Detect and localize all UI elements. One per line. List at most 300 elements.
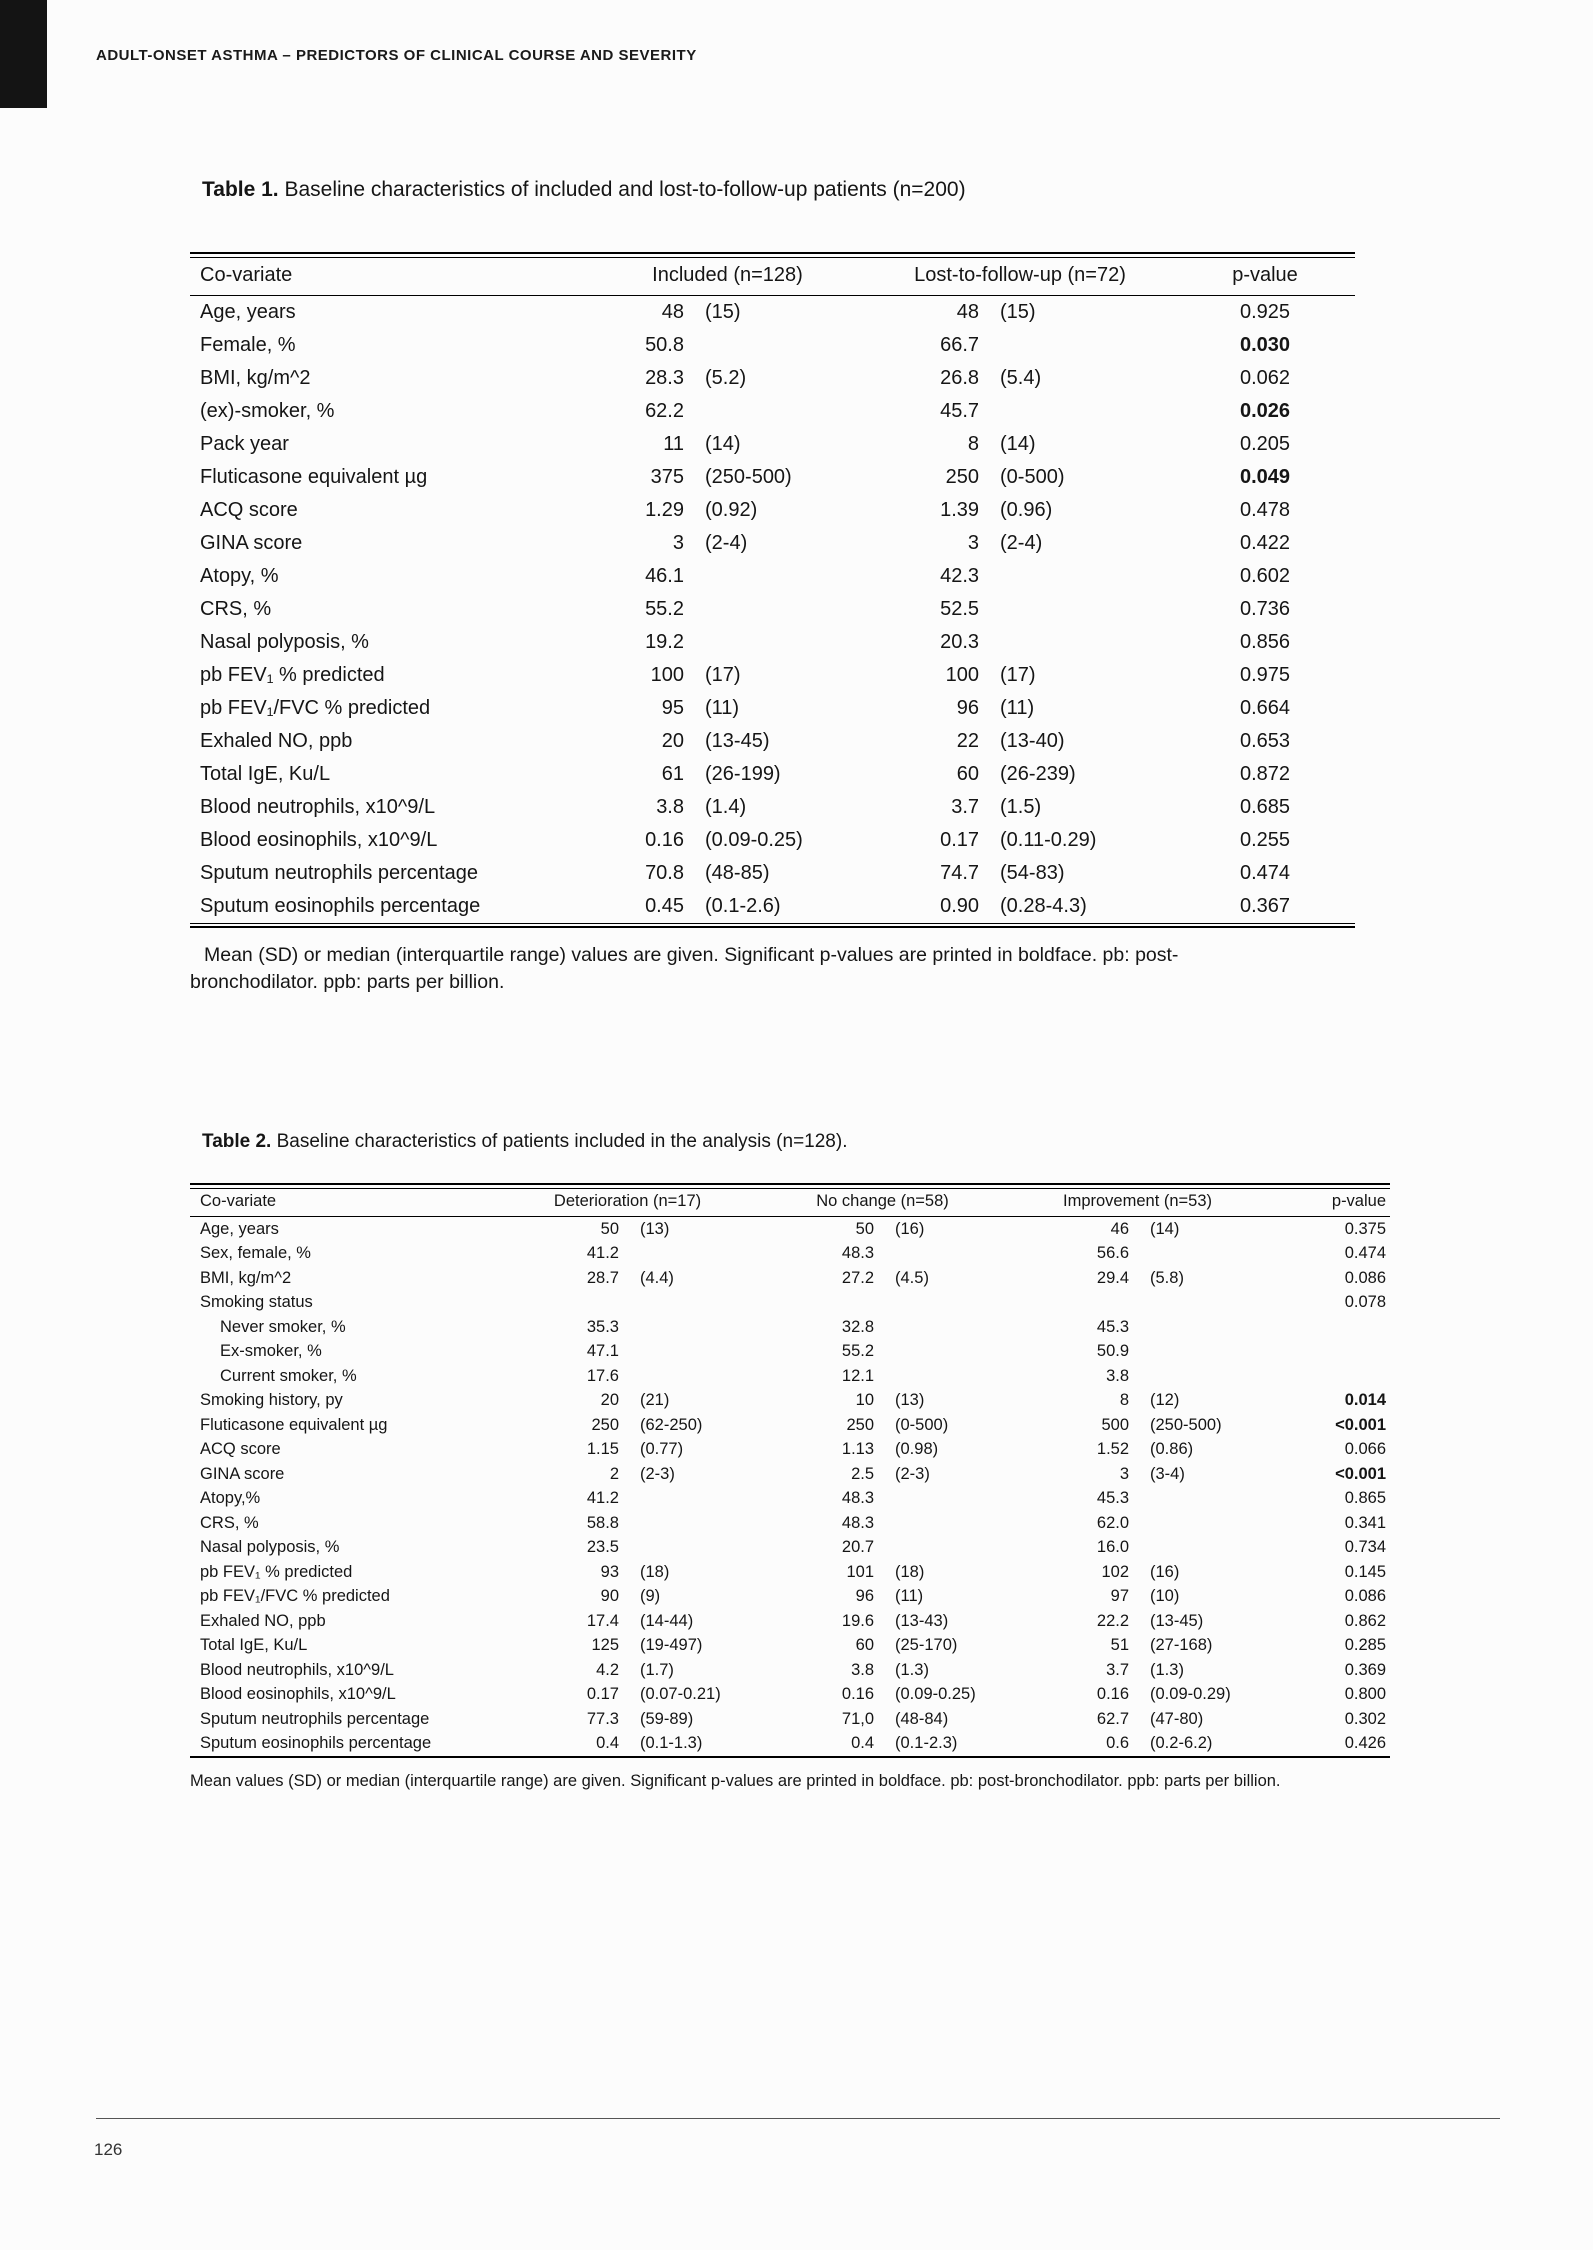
table-row [190,1315,1390,1340]
p-value-cell: <0.001 [1335,1415,1387,1434]
p-value-cell: 0.285 [1344,1636,1387,1654]
table-row [190,1731,1390,1757]
value-cell: 47.1 [586,1342,619,1360]
value-cell: 19.2 [645,630,684,653]
table1-body [190,295,1355,923]
range-cell: (0.1-2.6) [705,894,781,917]
range-cell [620,1364,755,1389]
range-cell [1130,1290,1265,1315]
table1 [190,257,1355,924]
covariate-label: Ex-smoker, % [220,1342,322,1360]
covariate-label: Sputum neutrophils percentage [200,1709,430,1728]
table-row [190,1437,1390,1462]
covariate-label: Sputum eosinophils percentage [200,1734,432,1752]
range-cell [1130,1241,1265,1266]
p-value-cell: 0.422 [1239,531,1291,554]
range-cell [1130,1535,1265,1560]
running-header: ADULT-ONSET ASTHMA – PREDICTORS OF CLINICAL COURSE AND SEVERITY [96,47,697,64]
value-cell: 95 [661,696,684,719]
p-value-cell: 0.856 [1239,630,1291,653]
table2-col-covariate: Co-variate [190,1188,500,1216]
table-row [190,1413,1390,1438]
table-row [190,527,1355,560]
table-row [190,329,1355,362]
value-cell: 50.8 [645,333,684,356]
range-cell: (0.86) [1150,1440,1194,1458]
range-cell: (48-85) [705,861,770,884]
covariate-label: Sputum neutrophils percentage [200,861,478,884]
value-cell: 8 [1119,1391,1130,1409]
range-cell: (54-83) [1000,861,1065,884]
p-value-cell: 0.872 [1239,762,1291,785]
table-row [190,758,1355,791]
p-value-cell: 0.653 [1239,729,1291,752]
value-cell: 96 [855,1587,875,1605]
covariate-label: CRS, % [200,597,272,620]
table-row [190,362,1355,395]
value-cell: 55.2 [645,597,684,620]
value-cell: 125 [591,1636,619,1654]
covariate-label: GINA score [200,531,303,554]
range-cell: (17) [705,663,741,686]
covariate-label: Blood neutrophils, x10^9/L [200,795,436,818]
covariate-label: Atopy, % [200,564,279,587]
value-cell: 2 [609,1464,619,1483]
p-value-cell: 0.145 [1344,1562,1387,1581]
range-cell [620,1315,755,1340]
table-row [190,560,1355,593]
covariate-label: Total IgE, Ku/L [200,762,331,785]
value-cell: 3.8 [851,1660,875,1679]
table-row [190,494,1355,527]
range-cell: (250-500) [1150,1415,1222,1434]
p-value-cell: 0.734 [1344,1538,1387,1556]
range-cell: (4.5) [895,1268,929,1287]
range-cell: (17) [1000,663,1036,686]
range-cell [685,329,865,362]
range-cell: (1.4) [705,795,747,818]
covariate-label: GINA score [200,1464,285,1483]
value-cell: 17.6 [586,1366,619,1385]
range-cell [1130,1364,1265,1389]
covariate-label: CRS, % [200,1513,259,1532]
p-value-cell: 0.341 [1344,1513,1387,1532]
value-cell: 60 [956,762,980,785]
covariate-label: Age, years [200,300,296,323]
range-cell: (62-250) [640,1415,703,1434]
value-cell: 66.7 [940,333,980,356]
table-row [190,395,1355,428]
value-cell: 60 [855,1636,875,1654]
table-row [190,1560,1390,1585]
value-cell: 90 [600,1587,619,1605]
range-cell: (0.92) [705,498,758,521]
range-cell: (14-44) [640,1611,694,1630]
value-cell: 48.3 [841,1489,875,1507]
covariate-label: ACQ score [200,1440,281,1458]
table1-caption-label: Table 1. [202,178,279,201]
range-cell [620,1535,755,1560]
p-value-cell: 0.862 [1344,1611,1387,1630]
table-row [190,626,1355,659]
range-cell: (2-4) [705,531,748,554]
value-cell: 35.3 [586,1317,619,1336]
table2 [190,1188,1390,1758]
range-cell: (21) [640,1391,670,1409]
range-cell: (4.4) [640,1268,674,1287]
value-cell: 19.6 [841,1611,875,1630]
table2-container [190,1183,1390,1758]
value-cell: 46 [1110,1219,1130,1238]
range-cell: (5.8) [1150,1268,1184,1287]
value-cell: 56.6 [1096,1244,1130,1262]
range-cell [685,593,865,626]
page-content [190,178,1430,1793]
value-cell: 375 [650,465,684,488]
range-cell: (25-170) [895,1636,958,1654]
value-cell: 20 [661,729,684,752]
table-row [190,725,1355,758]
value-cell: 93 [600,1562,619,1581]
value-cell: 4.2 [596,1660,619,1679]
value-cell: 12.1 [841,1366,875,1385]
p-value-cell: 0.086 [1344,1268,1387,1287]
value-cell: 0.16 [645,828,684,851]
table-row [190,1216,1390,1241]
range-cell: (1.7) [640,1660,674,1679]
table-row [190,461,1355,494]
table-row [190,1511,1390,1536]
value-cell [755,1290,875,1315]
range-cell [980,593,1175,626]
table-row [190,659,1355,692]
table2-col-pvalue: p-value [1265,1188,1390,1216]
value-cell: 1.52 [1096,1440,1130,1458]
value-cell: 62.2 [645,399,684,422]
value-cell: 48.3 [841,1244,875,1262]
range-cell [875,1290,1010,1315]
range-cell: (2-3) [895,1464,930,1483]
p-value-cell: 0.086 [1344,1587,1387,1605]
value-cell: 3.7 [951,795,980,818]
value-cell: 3.8 [1106,1366,1130,1385]
range-cell: (0.07-0.21) [640,1685,721,1703]
covariate-label: Sex, female, % [200,1244,311,1262]
value-cell: 11 [663,432,684,455]
p-value-cell: 0.205 [1239,432,1291,455]
value-cell: 17.4 [586,1611,619,1630]
range-cell [620,1241,755,1266]
range-cell [875,1511,1010,1536]
covariate-label: BMI, kg/m^2 [200,1268,292,1287]
range-cell [620,1339,755,1364]
p-value-cell: 0.255 [1239,828,1291,851]
p-value-cell: 0.975 [1239,663,1291,686]
p-value-cell: 0.375 [1344,1219,1387,1238]
p-value-cell: 0.078 [1344,1293,1387,1311]
table-row [190,692,1355,725]
range-cell [1130,1511,1265,1536]
range-cell [875,1535,1010,1560]
table-row [190,1682,1390,1707]
value-cell: 2.5 [851,1464,875,1483]
p-value-cell: 0.066 [1344,1440,1387,1458]
covariate-label: Total IgE, Ku/L [200,1636,308,1654]
range-cell: (18) [640,1562,670,1581]
covariate-label: ACQ score [200,498,298,521]
range-cell [875,1241,1010,1266]
range-cell [685,395,865,428]
value-cell: 74.7 [940,861,980,884]
range-cell: (13-45) [1150,1611,1204,1630]
table2-caption [202,1131,1430,1153]
p-value-cell [1265,1364,1390,1389]
range-cell: (14) [1000,432,1036,455]
value-cell: 55.2 [841,1342,875,1360]
range-cell: (0-500) [895,1415,949,1434]
table-row [190,1658,1390,1683]
table-row [190,593,1355,626]
value-cell: 22.2 [1096,1611,1130,1630]
value-cell: 28.7 [586,1268,619,1287]
table1-caption-text: Baseline characteristics of included and lost-to-follow-up patients (n=200) [278,178,966,201]
table2-body [190,1216,1390,1757]
table-row [190,1462,1390,1487]
page-number: 126 [94,2140,123,2159]
range-cell [1130,1315,1265,1340]
p-value-cell: 0.478 [1239,498,1291,521]
p-value-cell: 0.474 [1344,1244,1387,1262]
range-cell: (13) [895,1391,925,1409]
p-value-cell: 0.049 [1239,465,1291,488]
value-cell: 20 [600,1391,619,1409]
table-row [190,824,1355,857]
table-row [190,1535,1390,1560]
range-cell: (0.98) [895,1440,939,1458]
table-row [190,295,1355,329]
range-cell: (0-500) [1000,465,1065,488]
p-value-cell: 0.026 [1239,399,1291,422]
covariate-label: pb FEV₁ % predicted [200,663,385,686]
covariate-label: BMI, kg/m^2 [200,366,311,389]
range-cell: (1.3) [895,1660,929,1679]
range-cell: (10) [1150,1587,1180,1605]
table1-footnote: Mean (SD) or median (interquartile range) values are given. Significant p-values are printed in boldface. pb: post-bronchodilator. ppb: parts per billion. [190,944,1179,993]
covariate-label: Smoking history, py [200,1391,343,1409]
range-cell: (19-497) [640,1636,703,1654]
covariate-label: pb FEV₁ % predicted [200,1562,353,1581]
range-cell [980,329,1175,362]
covariate-label: pb FEV₁/FVC % predicted [200,696,431,719]
covariate-label: (ex)-smoker, % [200,399,335,422]
covariate-label: Fluticasone equivalent µg [200,465,428,488]
value-cell: 0.16 [841,1685,875,1703]
value-cell: 3.8 [656,795,684,818]
table2-header-row [190,1188,1390,1216]
value-cell: 1.29 [645,498,684,521]
value-cell: 61 [661,762,684,785]
p-value-cell: 0.865 [1344,1489,1387,1507]
range-cell: (2-3) [640,1464,675,1483]
range-cell: (0.09-0.25) [895,1685,976,1703]
value-cell: 0.6 [1106,1734,1130,1752]
range-cell: (59-89) [640,1709,694,1728]
value-cell: 62.7 [1096,1709,1130,1728]
table-row [190,1266,1390,1291]
range-cell [685,626,865,659]
table-row [190,1290,1390,1315]
value-cell: 28.3 [645,366,684,389]
value-cell: 0.17 [940,828,980,851]
range-cell: (0.1-2.3) [895,1734,958,1752]
p-value-cell: 0.736 [1239,597,1291,620]
value-cell: 41.2 [586,1489,619,1507]
value-cell: 70.8 [645,861,684,884]
range-cell [685,560,865,593]
value-cell: 1.39 [940,498,980,521]
table2-caption-text: Baseline characteristics of patients included in the analysis (n=128). [271,1131,848,1152]
value-cell: 100 [945,663,980,686]
value-cell: 45.3 [1096,1489,1130,1507]
table2-col-no-change: No change (n=58) [755,1188,1010,1216]
range-cell: (250-500) [705,465,792,488]
covariate-label: Nasal polyposis, % [200,630,369,653]
covariate-label: Blood eosinophils, x10^9/L [200,1685,396,1703]
value-cell: 20.7 [841,1538,875,1556]
value-cell: 22 [956,729,980,752]
table-row [190,1609,1390,1634]
range-cell: (5.2) [705,366,747,389]
value-cell: 3 [967,531,980,554]
value-cell: 1.15 [586,1440,619,1458]
range-cell: (12) [1150,1391,1180,1409]
value-cell: 3.7 [1106,1660,1130,1679]
table-row [190,1633,1390,1658]
covariate-label: Female, % [200,333,296,356]
covariate-label: Exhaled NO, ppb [200,1611,326,1630]
value-cell: 0.16 [1096,1685,1130,1703]
table-row [190,1486,1390,1511]
value-cell: 50 [855,1219,875,1238]
chapter-tab-marker [0,0,47,108]
range-cell: (0.96) [1000,498,1053,521]
covariate-label: Blood eosinophils, x10^9/L [200,828,438,851]
range-cell [980,395,1175,428]
value-cell: 48 [661,300,684,323]
value-cell: 27.2 [841,1268,875,1287]
range-cell [620,1511,755,1536]
range-cell: (13) [640,1219,670,1238]
covariate-label: Atopy,% [200,1489,261,1507]
value-cell: 250 [945,465,980,488]
range-cell: (26-199) [705,762,781,785]
value-cell: 0.17 [586,1685,619,1703]
covariate-label: pb FEV₁/FVC % predicted [200,1587,390,1605]
value-cell: 101 [846,1562,875,1581]
table-row [190,857,1355,890]
p-value-cell [1265,1315,1390,1340]
covariate-label: Nasal polyposis, % [200,1538,340,1556]
covariate-label: Exhaled NO, ppb [200,729,353,752]
value-cell: 0.45 [645,894,684,917]
range-cell: (15) [1000,300,1036,323]
range-cell [980,626,1175,659]
range-cell [620,1290,755,1315]
range-cell: (14) [1150,1219,1180,1238]
table2-col-deterioration: Deterioration (n=17) [500,1188,755,1216]
covariate-label: Smoking status [200,1293,313,1311]
range-cell [875,1364,1010,1389]
range-cell: (11) [895,1587,924,1605]
value-cell [1010,1290,1130,1315]
value-cell: 97 [1110,1587,1130,1605]
table-row [190,1584,1390,1609]
value-cell: 62.0 [1096,1513,1130,1532]
p-value-cell: 0.474 [1239,861,1291,884]
value-cell: 50 [600,1219,619,1238]
p-value-cell: 0.062 [1239,366,1291,389]
p-value-cell: 0.664 [1239,696,1291,719]
range-cell [875,1315,1010,1340]
range-cell: (0.28-4.3) [1000,894,1087,917]
range-cell [1130,1339,1265,1364]
value-cell: 42.3 [940,564,980,587]
range-cell: (14) [705,432,741,455]
value-cell: 29.4 [1096,1268,1130,1287]
covariate-label: Pack year [200,432,289,455]
p-value-cell: 0.302 [1344,1709,1387,1728]
range-cell: (3-4) [1150,1464,1185,1483]
covariate-label: Current smoker, % [220,1366,357,1385]
range-cell [620,1486,755,1511]
range-cell: (1.5) [1000,795,1042,818]
value-cell: 500 [1101,1415,1130,1434]
table1-container [190,252,1355,928]
value-cell: 77.3 [586,1709,619,1728]
covariate-label: Never smoker, % [220,1317,346,1336]
range-cell: (9) [640,1587,661,1605]
range-cell: (16) [895,1219,925,1238]
range-cell [980,560,1175,593]
value-cell: 41.2 [586,1244,619,1262]
range-cell [875,1486,1010,1511]
range-cell: (0.09-0.25) [705,828,803,851]
value-cell: 3 [1119,1464,1130,1483]
p-value-cell: <0.001 [1335,1464,1387,1483]
range-cell: (13-43) [895,1611,949,1630]
table1-col-lost-to-follow-up: Lost-to-follow-up (n=72) [865,257,1175,295]
table-row [190,1241,1390,1266]
value-cell: 16.0 [1096,1538,1130,1556]
table-row [190,791,1355,824]
value-cell: 100 [650,663,684,686]
table-row [190,1364,1390,1389]
range-cell: (16) [1150,1562,1180,1581]
value-cell: 250 [591,1415,619,1434]
range-cell [1130,1486,1265,1511]
range-cell: (15) [705,300,741,323]
range-cell: (0.09-0.29) [1150,1685,1231,1703]
value-cell: 8 [967,432,980,455]
value-cell: 50.9 [1096,1342,1130,1360]
table-row [190,1388,1390,1413]
p-value-cell: 0.369 [1344,1660,1387,1679]
range-cell: (13-40) [1000,729,1065,752]
value-cell: 0.4 [851,1734,875,1752]
value-cell: 58.8 [586,1513,619,1532]
p-value-cell: 0.602 [1239,564,1291,587]
covariate-label: Sputum eosinophils percentage [200,894,481,917]
